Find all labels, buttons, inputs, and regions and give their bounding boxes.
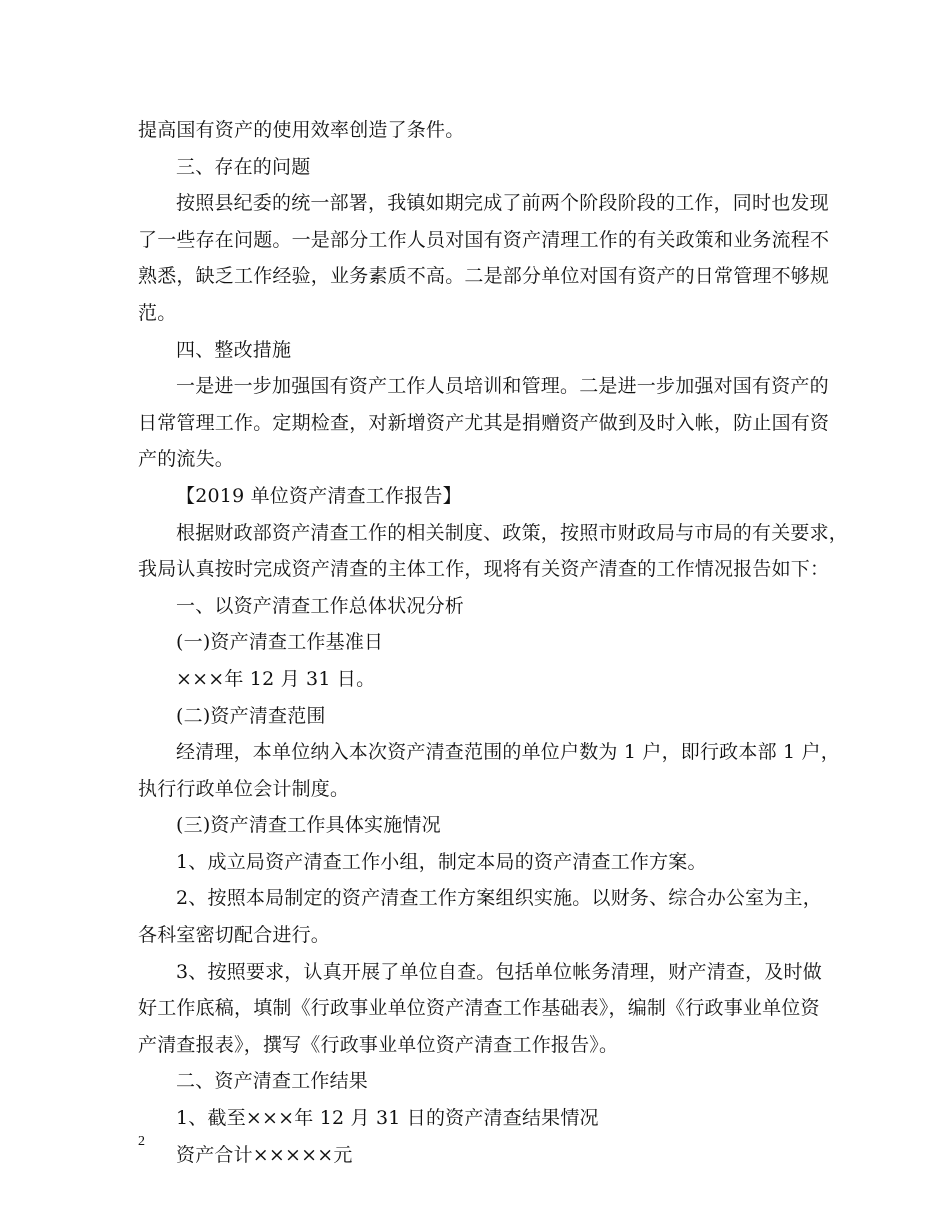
text-line: 一是进一步加强国有资产工作人员培训和管理。二是进一步加强对国有资产的 <box>176 375 829 398</box>
text-line: 执行行政单位会计制度。 <box>138 777 350 800</box>
text-line: 根据财政部资产清查工作的相关制度、政策，按照市财政局与市局的有关要求， <box>176 521 849 544</box>
text-line: 资产合计×××××元 <box>176 1143 353 1166</box>
text-line: 2、按照本局制定的资产清查工作方案组织实施。以财务、综合办公室为主， <box>176 887 822 910</box>
text-line: 产的流失。 <box>138 448 235 471</box>
page-number: 2 <box>138 1134 145 1149</box>
text-line: (二)资产清查范围 <box>176 704 326 727</box>
document-body <box>138 112 849 1173</box>
text-line: 一、以资产清查工作总体状况分析 <box>176 594 465 617</box>
text-line: 1、截至×××年 12 月 31 日的资产清查结果情况 <box>176 1107 599 1130</box>
text-line: 提高国有资产的使用效率创造了条件。 <box>138 119 465 141</box>
text-line: 了一些存在问题。一是部分工作人员对国有资产清理工作的有关政策和业务流程不 <box>138 228 830 251</box>
text-line: 1、成立局资产清查工作小组，制定本局的资产清查工作方案。 <box>176 850 707 873</box>
text-line: 二、资产清查工作结果 <box>176 1070 369 1093</box>
text-line: 熟悉，缺乏工作经验，业务素质不高。二是部分单位对国有资产的日常管理不够规 <box>138 265 830 288</box>
text-line: (三)资产清查工作具体实施情况 <box>176 814 441 837</box>
text-line: 范。 <box>138 301 177 324</box>
text-line: 3、按照要求，认真开展了单位自查。包括单位帐务清理，财产清查，及时做 <box>176 960 822 983</box>
text-line: 三、存在的问题 <box>176 155 311 178</box>
text-line: 经清理，本单位纳入本次资产清查范围的单位户数为 1 户，即行政本部 1 户， <box>176 741 840 764</box>
text-line: 日常管理工作。定期检查，对新增资产尤其是捐赠资产做到及时入帐，防止国有资 <box>138 411 830 434</box>
text-line: 好工作底稿，填制《行政事业单位资产清查工作基础表》，编制《行政事业单位资 <box>138 997 820 1020</box>
text-line: 【2019 单位资产清查工作报告】 <box>176 484 462 507</box>
text-line: 各科室密切配合进行。 <box>138 924 331 947</box>
text-line: ×××年 12 月 31 日。 <box>176 667 376 690</box>
text-line: 按照县纪委的统一部署，我镇如期完成了前两个阶段阶段的工作，同时也发现 <box>176 192 829 215</box>
text-line: 我局认真按时完成资产清查的主体工作，现将有关资产清查的工作情况报告如下： <box>138 558 830 581</box>
text-line: 四、整改措施 <box>176 338 292 361</box>
text-line: 产清查报表》，撰写《行政事业单位资产清查工作报告》。 <box>138 1033 619 1056</box>
text-line: (一)资产清查工作基准日 <box>176 631 384 654</box>
